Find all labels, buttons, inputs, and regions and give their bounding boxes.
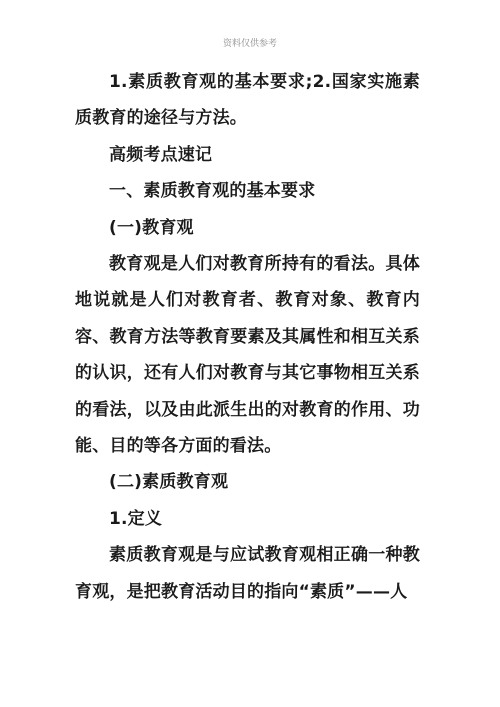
subsection-heading-education-view: (一)教育观 [109,217,194,238]
section-heading-basic-requirements: 一、素质教育观的基本要求 [109,181,316,202]
subsection-heading-quality-education-view: (二)素质教育观 [109,472,229,493]
document-body [75,64,420,610]
paragraph-quick-notes-heading: 高频考点速记 [109,144,213,165]
page-header-note: 资料仅供参考 [222,39,277,49]
item-heading-definition: 1.定义 [109,508,163,529]
paragraph-quality-education-definition: 素质教育观是与应试教育观相正确一种教育观，是把教育活动目的指向“素质”——人 [75,545,420,602]
paragraph-topics: 1.素质教育观的基本要求;2.国家实施素质教育的途径与方法。 [75,72,420,129]
paragraph-education-view-definition: 教育观是人们对教育所持有的看法。具体地说就是人们对教育者、教育对象、教育内容、教育方法等教育要素及其属性和相互关系的认识，还有人们对教育与其它事物相互关系的看法，以及由此派生出的对教育的作用、功能、目的等各方面的看法。 [75,254,420,457]
